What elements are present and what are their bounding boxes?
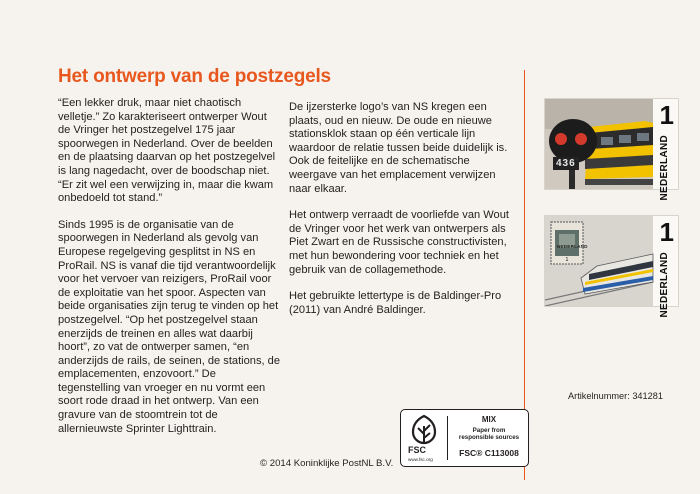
text-column-left bbox=[58, 97, 280, 449]
mini-stamp-country: NEDERLAND bbox=[557, 244, 588, 249]
fsc-logo-box bbox=[400, 409, 529, 467]
fsc-tree-icon bbox=[407, 414, 441, 446]
stamp-sprinter bbox=[545, 216, 678, 318]
fsc-mix-label: MIX bbox=[481, 415, 497, 424]
fsc-responsible-sources: responsible sources bbox=[458, 434, 520, 441]
fsc-license-code: FSC® C113008 bbox=[459, 448, 519, 458]
paragraph: De ijzersterke logo’s van NS kregen een plaats, oud en nieuw. De oude en nieuwe stationsklok staan op één verticale lijn waardoor de relatie tussen beide duidelijk is. Ook de feitelijke en de schematische weergave van het emplacement verwijzen naar elkaar. bbox=[289, 101, 508, 195]
svg-text:1: 1 bbox=[565, 257, 569, 263]
fsc-separator bbox=[447, 416, 448, 460]
stamp-country: NEDERLAND bbox=[659, 135, 670, 201]
fsc-website: www.fsc.org bbox=[408, 457, 433, 462]
paragraph: Het ontwerp verraadt de voorliefde van Wout de Vringer voor het werk van ontwerpers als Piet Zwart en de Russische constructivisten, met hun bewondering voor techniek en het gebruik van de collagemethode. bbox=[289, 209, 509, 276]
locomotive-number-plate: 436 bbox=[553, 157, 579, 170]
copyright: © 2014 Koninklijke PostNL B.V. bbox=[260, 458, 394, 469]
stamp-country: NEDERLAND bbox=[659, 252, 670, 318]
paragraph: Sinds 1995 is de organisatie van de spoorwegen in Nederland als gevolg van Europese regelgeving gesplitst in NS en ProRail. NS is vanaf die tijd verantwoordelijk voor het vervoer van reizigers, ProRail voor de exploitatie van het spoor. Aspecten van beide organisaties zijn terug te vinden op het postzegelvel. “Op het postzegelvel staan enerzijds de treinen en alles wat daarbij hoort”, zo vat de ontwerper samen, “en anderzijds de rails, de seinen, de stations, de emplacementen, enzovoort.” De tegenstelling van vroeger en nu vormt een soort rode draad in het ontwerp. Van een gravure van de stoomtrein tot de allernieuwste Sprinter Lighttrain. bbox=[58, 218, 281, 435]
stamp-value: 1 bbox=[659, 100, 674, 130]
paragraph: Het gebruikte lettertype is de Baldinger-Pro (2011) van André Baldinger. bbox=[289, 290, 502, 316]
paragraph: “Een lekker druk, maar niet chaotisch velletje.” Zo karakteriseert ontwerper Wout de Vringer het postzegelvel 175 jaar spoorwegen in Nederland. Over de beelden en de plaatsing daarvan op het postzegelvel is lang nagedacht, over de boodschap niet. “Er zit wel een verwijzing in, maar die kwam onbedoeld tot stand.” bbox=[58, 97, 276, 205]
page-title: Het ontwerp van de postzegels bbox=[58, 66, 331, 87]
stamp-train-signal bbox=[545, 99, 678, 201]
fsc-wordmark: FSC bbox=[408, 445, 426, 455]
fsc-paper-from: Paper from bbox=[472, 427, 506, 434]
text-column-right bbox=[289, 101, 515, 330]
stamp-value: 1 bbox=[659, 217, 674, 247]
article-number: Artikelnummer: 341281 bbox=[568, 391, 663, 401]
